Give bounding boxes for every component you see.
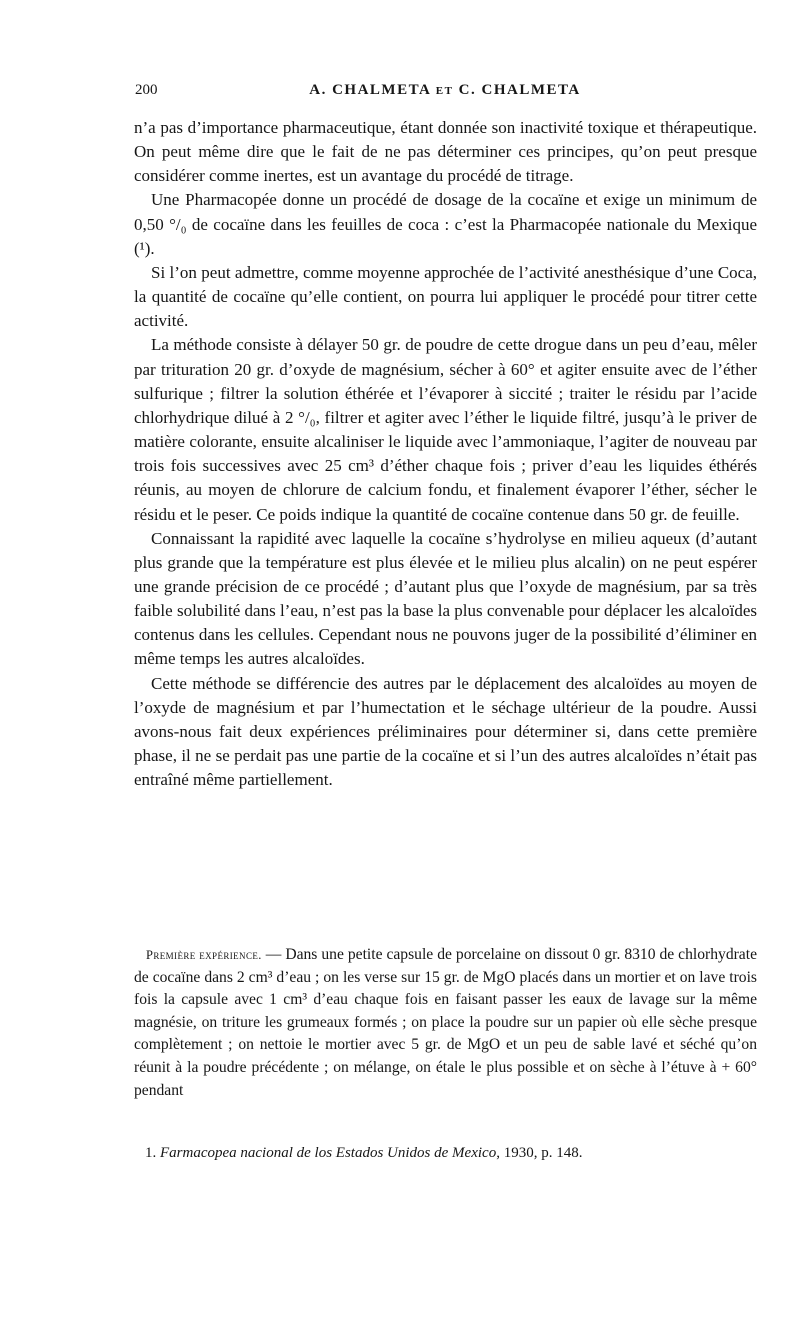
paragraph: Si l’on peut admettre, comme moyenne approchée de l’activité anesthésique d’une Coca, la quantité de cocaïne qu’elle contient, on pourra lui appliquer le procédé pour titrer cette activité.	[134, 262, 757, 331]
experiment-text: — Dans une petite capsule de porcelaine on dissout 0 gr. 8310 de chlorhydrate de cocaïne dans 2 cm³ d’eau ; on les verse sur 15 gr. de MgO placés dans un mortier et on lave trois fois la capsule avec 1 cm³ d’eau chaque fois en faisant passer les eaux de lavage sur la même magnésie, on triture les grumeaux formés ; on place la poudre sur un papier où elle sèche presque complètement ; on nettoie le mortier avec 5 gr. de MgO et un peu de sable lavé et séché qu’on réunit à la poudre précédente ; on mélange, on étale le plus possible et on sèche à l’étuve à + 60° pendant	[134, 946, 757, 1099]
footnote	[145, 1142, 755, 1164]
footnote-title: Farmacopea nacional de los Estados Unidos de Mexico	[160, 1145, 497, 1161]
experiment-heading: Première expérience.	[146, 948, 262, 962]
paragraph: La méthode consiste à délayer 50 gr. de poudre de cette drogue dans un peu d’eau, mêler par trituration 20 gr. d’oxyde de magnésium, sécher à 60° et agiter ensuite avec de l’éther sulfurique ; filtrer la solution éthérée et l’évaporer à siccité ; traiter le résidu par l’acide chlorhydrique dilué à 2 °/₀, filtrer et agiter avec l’éther le liquide filtré, jusqu’à le priver de matière colorante, ensuite alcaliniser le liquide avec l’ammoniaque, l’agiter de nouveau par trois fois successives avec 25 cm³ d’éther chaque fois ; priver d’eau les liquides éthérés réunis, au moyen de chlorure de calcium fondu, et finalement évaporer l’éther, sécher le résidu et le peser. Ce poids indique la quantité de cocaïne contenue dans 50 gr. de feuille.	[134, 335, 757, 524]
experiment-section	[134, 944, 757, 1102]
footnote-number: 1.	[145, 1145, 160, 1161]
page-number: 200	[135, 82, 158, 98]
footnote-details: , 1930, p. 148.	[496, 1145, 583, 1161]
paragraph: Connaissant la rapidité avec laquelle la cocaïne s’hydrolyse en milieu aqueux (d’autant plus grande que la température est plus élevée et le milieu plus alcalin) on ne peut espérer une grande précision de ce procédé ; d’autant plus que l’oxyde de magnésium, par sa très faible solubilité dans l’eau, n’est pas la base la plus convenable pour déplacer les alcaloïdes contenus dans les cellules. Cependant nous ne pouvons juger de la possibilité d’éliminer en même temps les autres alcaloïdes.	[134, 528, 757, 669]
paragraph: Une Pharmacopée donne un procédé de dosage de la cocaïne et exige un minimum de 0,50 °/₀ de cocaïne dans les feuilles de coca : c’est la Pharmacopée nationale du Mexique (¹).	[134, 190, 757, 258]
page-header	[135, 82, 755, 106]
running-title: A. CHALMETA et C. CHALMETA	[309, 82, 581, 98]
paragraph: Cette méthode se différencie des autres par le déplacement des alcaloïdes au moyen de l’oxyde de magnésium et par l’humectation et le séchage ultérieur de la poudre. Aussi avons-nous fait deux expériences préliminaires pour déterminer si, dans cette première phase, il ne se perdait pas une partie de la cocaïne et si l’un des autres alcaloïdes n’était pas entraîné même partiellement.	[134, 673, 757, 790]
paragraph: n’a pas d’importance pharmaceutique, étant donnée son inactivité toxique et thérapeutique. On peut même dire que le fait de ne pas déterminer ces principes, qu’on peut presque considérer comme inertes, est un avantage du procédé de titrage.	[134, 118, 757, 186]
experiment-paragraph	[134, 944, 757, 1102]
main-text	[134, 116, 757, 792]
